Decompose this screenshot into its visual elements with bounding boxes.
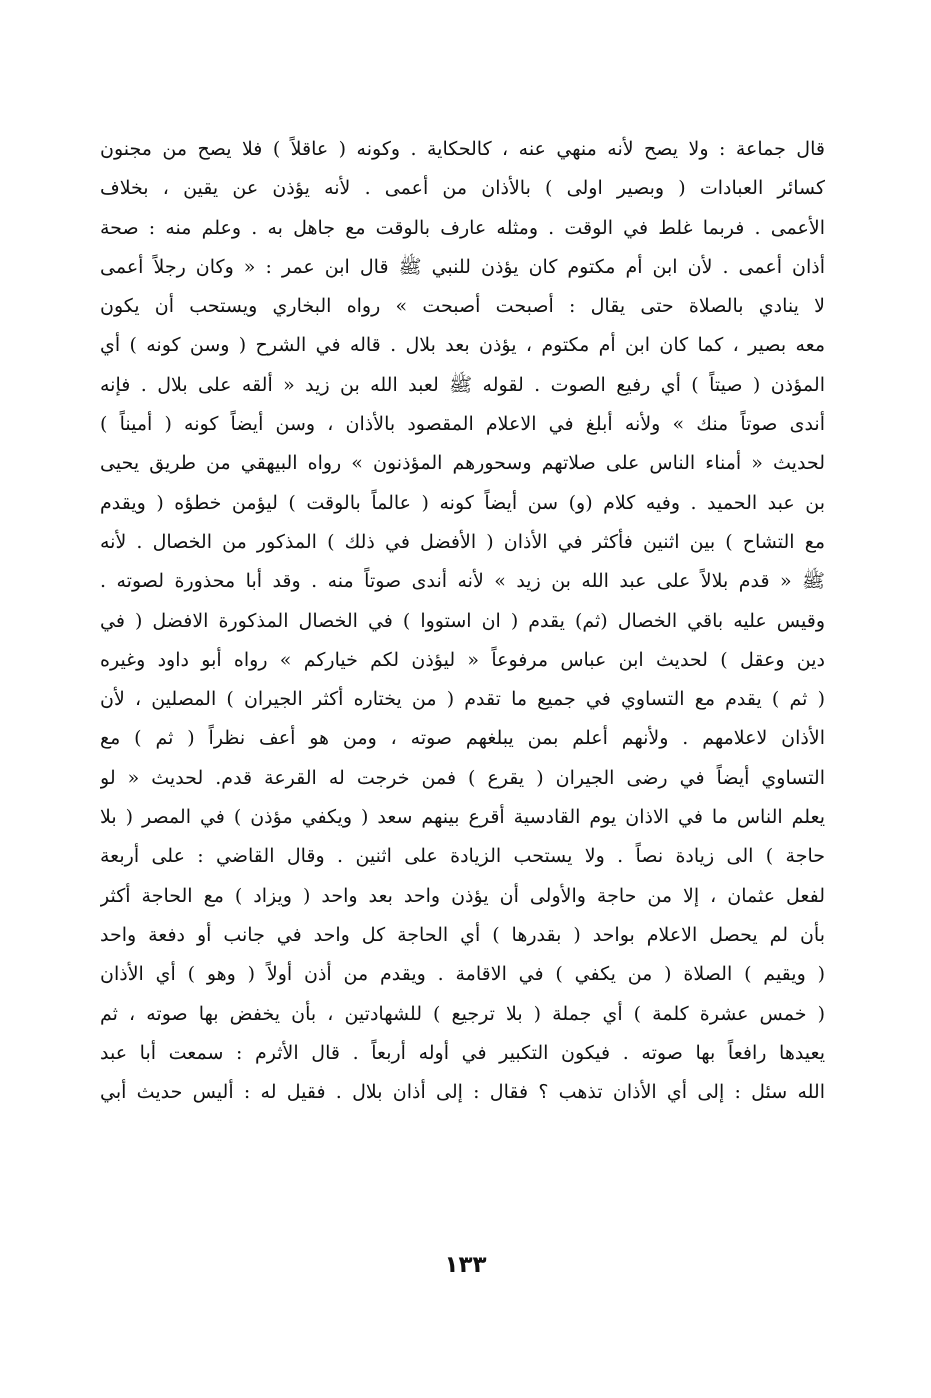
text-line: الأذان لاعلامهم . ولأنهم أعلم بمن يبلغهم صوته ، ومن هو أعف نظراً ( ثم ) مع	[100, 727, 825, 750]
text-line: وقيس عليه باقي الخصال (ثم) يقدم ( ان استووا ) في الخصال المذكورة الافضل ( في	[100, 609, 825, 632]
text-line: بأن لم يحصل الاعلام بواحد ( بقدرها ) أي الحاجة كل واحد في جانب أو دفعة واحد	[100, 923, 825, 946]
text-line: حاجة ) الى زيادة نصاً . ولا يستحب الزيادة على اثنين . وقال القاضي : على أربعة	[100, 845, 825, 868]
body-text	[100, 130, 825, 1112]
text-line: أذان أعمى . لأن ابن أم مكتوم كان يؤذن للنبي ﷺ قال ابن عمر : « وكان رجلاً أعمى	[100, 255, 825, 278]
text-line: يعيدها رافعاً بها صوته . فيكون التكبير في أوله أربعاً . قال الأثرم : سمعت أبا عبد	[100, 1041, 825, 1064]
text-line: ( خمس عشرة كلمة ) أي جملة ( بلا ترجيع ) للشهادتين ، بأن يخفض بها صوته ، ثم	[100, 1002, 825, 1025]
text-line: كسائر العبادات ( وبصير اولى ) بالأذان من أعمى . لأنه يؤذن عن يقين ، بخلاف	[100, 177, 825, 200]
text-line: أندى صوتاً منك » ولأنه أبلغ في الاعلام المقصود بالأذان ، وسن أيضاً كونه ( أميناً )	[100, 413, 825, 436]
text-line: ( ويقيم ) الصلاة ( من يكفي ) في الاقامة . ويقدم من أذن أولاً ( وهو ) أي الأذان	[100, 963, 825, 986]
page-number: ١٣٣	[444, 1252, 487, 1278]
text-line: الأعمى . فربما غلط في الوقت . ومثله عارف بالوقت مع جاهل به . وعلم منه : صحة	[100, 216, 825, 239]
text-line: يعلم الناس ما في الاذان يوم القادسية أقرع بينهم سعد ( ويكفي مؤذن ) في المصر ( بلا	[100, 806, 825, 829]
text-line: لفعل عثمان ، إلا من حاجة والأولى أن يؤذن واحد بعد واحد ( ويزاد ) مع الحاجة أكثر	[100, 884, 825, 907]
text-line: ( ثم ) يقدم مع التساوي في جميع ما تقدم ( من يختاره أكثر الجيران ) المصلين ، لأن	[100, 688, 825, 711]
text-line: ﷺ « قدم بلالاً على عبد الله بن زيد » لأنه أندى صوتاً منه . وقد أبا محذورة لصوته .	[100, 570, 825, 593]
text-line: لحديث « أمناء الناس على صلاتهم وسحورهم المؤذنون » رواه البيهقي من طريق يحيى	[100, 452, 825, 475]
text-line: الله سئل : إلى أي الأذان تذهب ؟ فقال : إلى أذان بلال . فقيل له : أليس حديث أبي	[100, 1081, 825, 1104]
text-line: بن عبد الحميد . وفيه كلام (و) سن أيضاً كونه ( عالماً بالوقت ) ليؤمن خطؤه ( ويقدم	[100, 491, 825, 514]
text-line: دين وعقل ) لحديث ابن عباس مرفوعاً « ليؤذن لكم خياركم » رواه أبو داود وغيره	[100, 648, 825, 671]
text-line: مع التشاح ) بين اثنين فأكثر في الأذان ( الأفضل في ذلك ) المذكور من الخصال . لأنه	[100, 530, 825, 553]
text-line: معه بصير ، كما كان ابن أم مكتوم ، يؤذن بعد بلال . قاله في الشرح ( وسن كونه ) أي	[100, 334, 825, 357]
text-line: لا ينادي بالصلاة حتى يقال : أصبحت أصبحت » رواه البخاري ويستحب أن يكون	[100, 295, 825, 318]
text-line: قال جماعة : ولا يصح لأنه منهي عنه ، كالحكاية . وكونه ( عاقلاً ) فلا يصح من مجنون	[100, 138, 825, 160]
text-line: التساوي أيضاً في رضى الجيران ( يقرع ) فمن خرجت له القرعة قدم. لحديث « لو	[100, 766, 825, 789]
text-line: المؤذن ( صيتاً ) أي رفيع الصوت . لقوله ﷺ لعبد الله بن زيد « ألقه على بلال . فإنه	[100, 373, 825, 396]
